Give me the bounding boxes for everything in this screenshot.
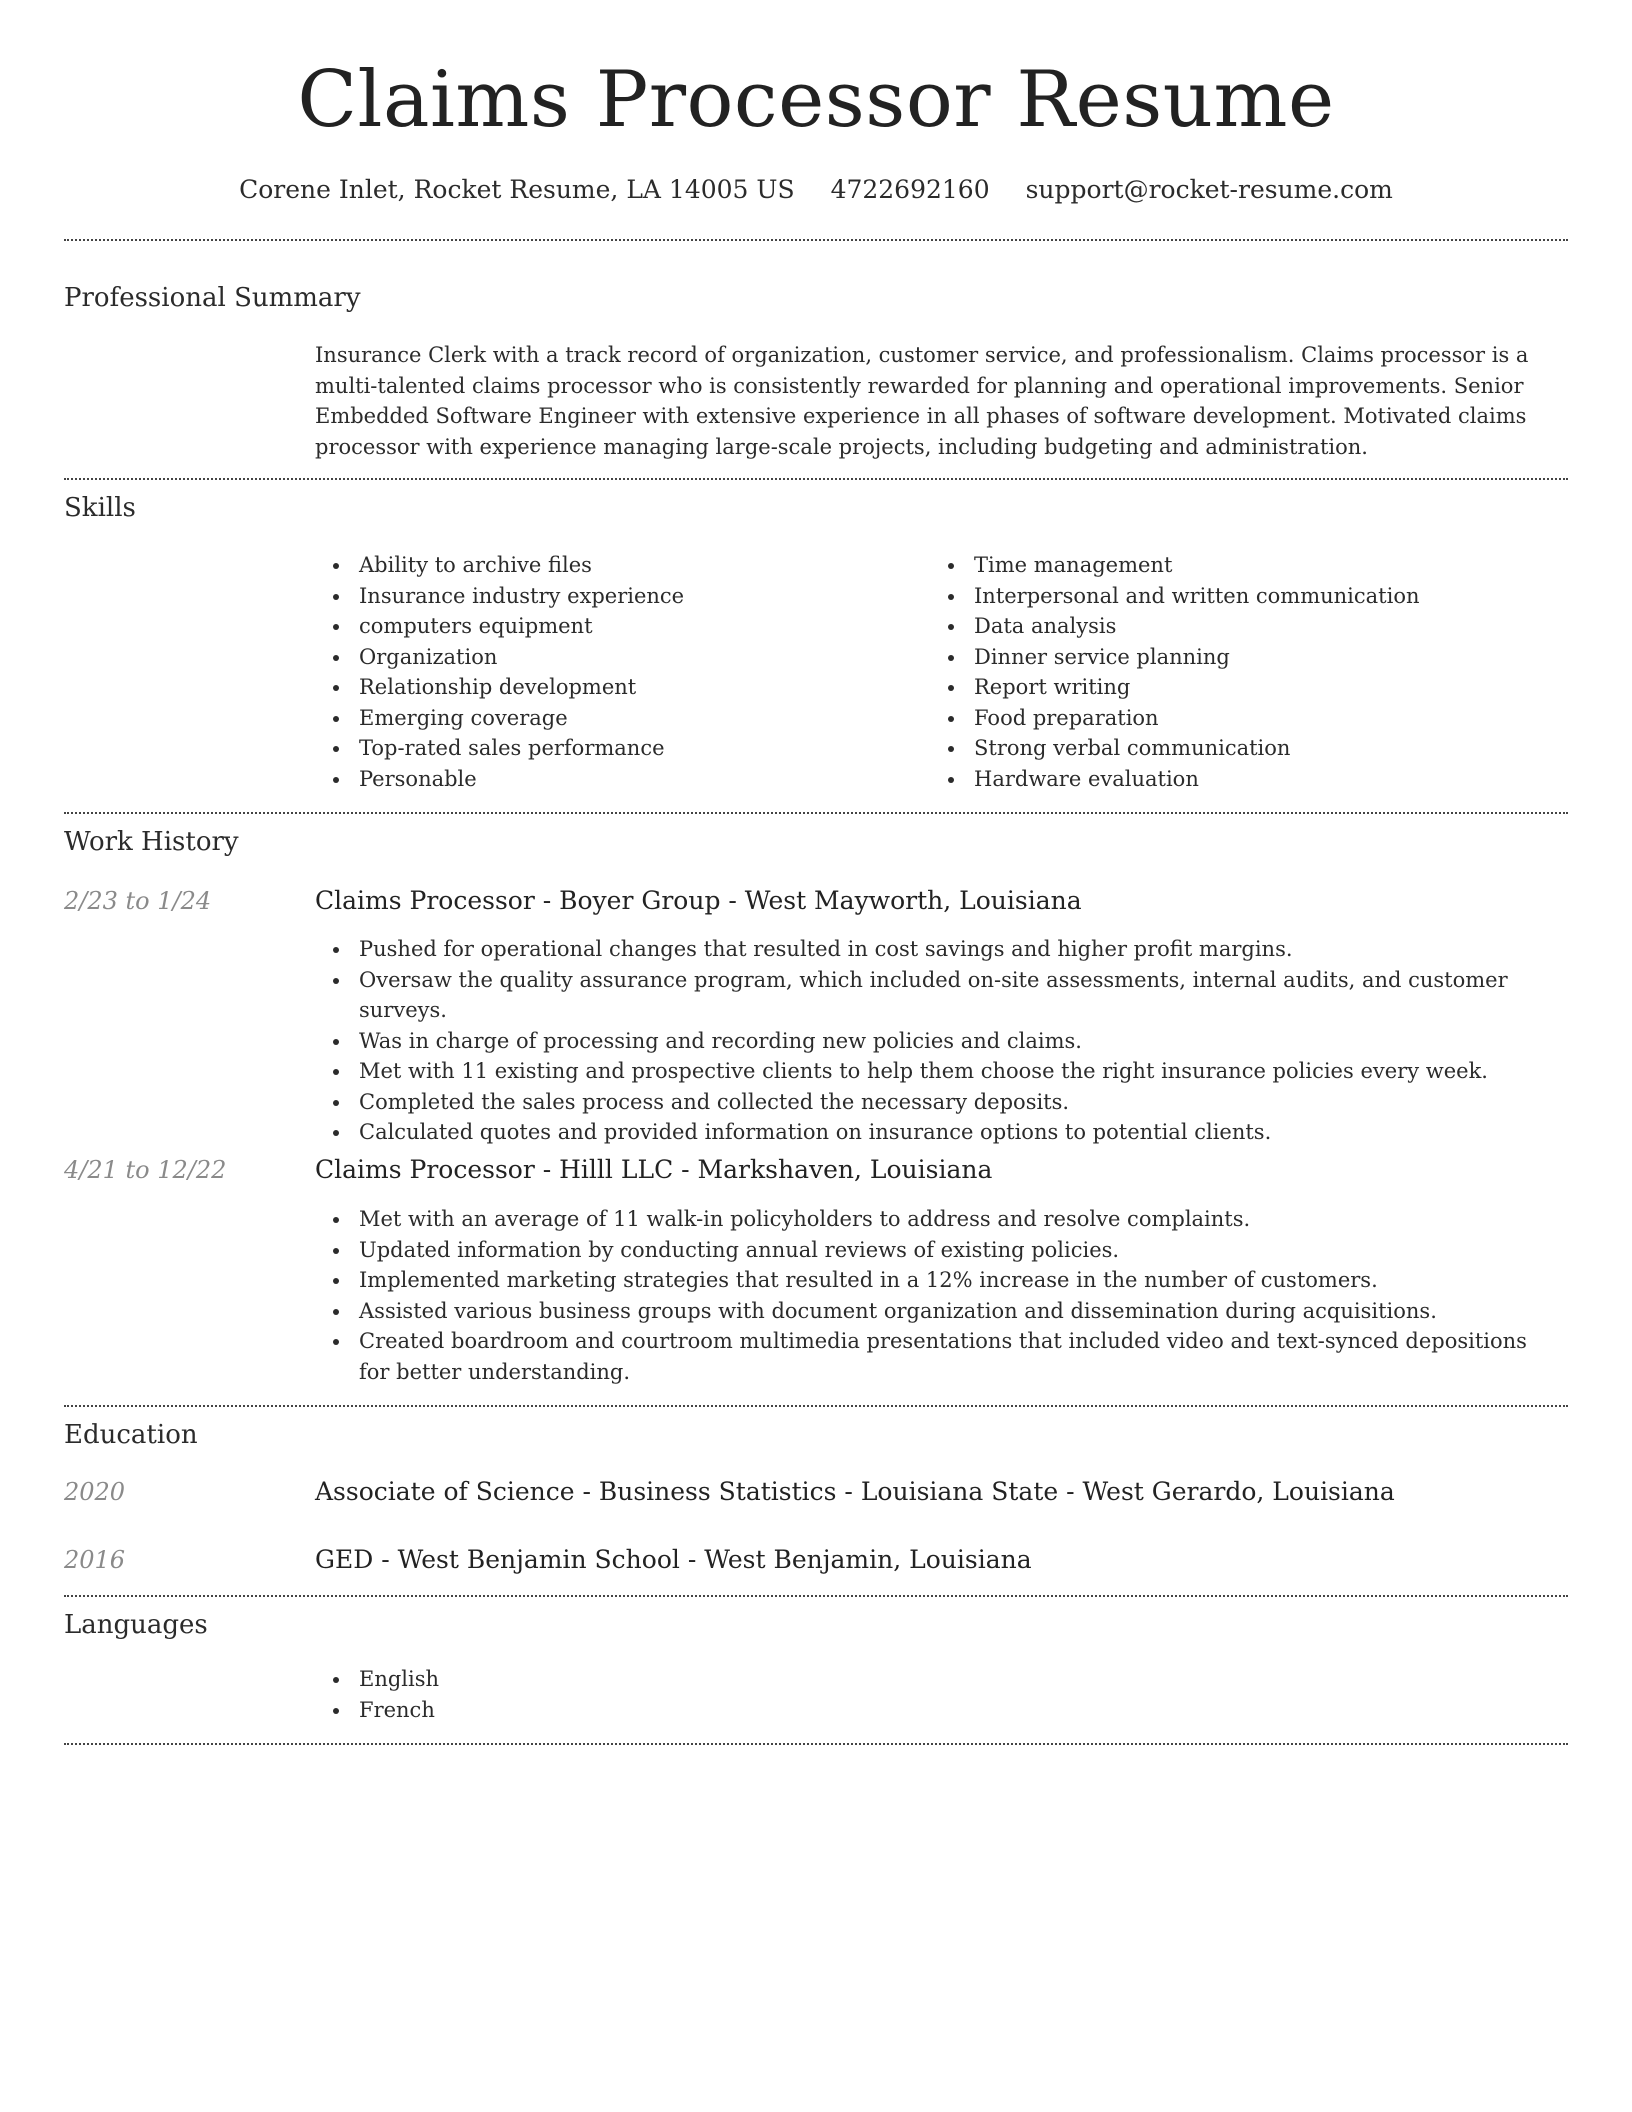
languages-list (315, 1664, 915, 1725)
contact-line (0, 170, 1632, 210)
education-entry: GED - West Benjamin School - West Benjamin, Louisiana (315, 1545, 1032, 1574)
job-bullet: Implemented marketing strategies that resulted in a 12% increase in the number of customers. (315, 1265, 1545, 1296)
skill-item: Insurance industry experience (315, 581, 915, 612)
skill-item: Top-rated sales performance (315, 733, 915, 764)
job-bullet: Assisted various business groups with document organization and dissemination during acquisitions. (315, 1296, 1545, 1327)
job-title: Claims Processor - Boyer Group - West Mayworth, Louisiana (315, 886, 1082, 915)
skill-item: Ability to archive files (315, 550, 915, 581)
resume-title: Claims Processor Resume (297, 55, 1335, 145)
job-bullet: Was in charge of processing and recording new policies and claims. (315, 1026, 1565, 1057)
contact-email: support@rocket-resume.com (1025, 175, 1393, 204)
job-bullet: Calculated quotes and provided information on insurance options to potential clients. (315, 1117, 1565, 1148)
skills-list-right (930, 550, 1550, 794)
education-year: 2020 (64, 1478, 126, 1506)
work-heading: Work History (64, 827, 239, 857)
education-heading: Education (64, 1420, 198, 1450)
section-divider (64, 1743, 1568, 1745)
skill-item: Relationship development (315, 672, 915, 703)
job-dates: 4/21 to 12/22 (64, 1156, 227, 1184)
section-divider (64, 812, 1568, 814)
skill-item: Organization (315, 642, 915, 673)
skill-item: Strong verbal communication (930, 733, 1550, 764)
skill-item: Food preparation (930, 703, 1550, 734)
job-bullet: Created boardroom and courtroom multimedia presentations that included video and text-synced depositions for better understanding. (315, 1326, 1545, 1387)
skill-item: Hardware evaluation (930, 764, 1550, 795)
education-entry: Associate of Science - Business Statistics - Louisiana State - West Gerardo, Louisiana (315, 1477, 1395, 1506)
skill-item: Report writing (930, 672, 1550, 703)
section-divider (64, 478, 1568, 480)
job-dates: 2/23 to 1/24 (64, 887, 212, 915)
job-bullets (315, 1204, 1545, 1387)
skills-heading: Skills (64, 493, 136, 523)
job-bullet: Updated information by conducting annual reviews of existing policies. (315, 1235, 1545, 1266)
contact-phone: 4722692160 (830, 175, 990, 204)
languages-heading: Languages (64, 1610, 208, 1640)
job-bullet: Pushed for operational changes that resulted in cost savings and higher profit margins. (315, 934, 1565, 965)
skill-item: computers equipment (315, 611, 915, 642)
skill-item: Interpersonal and written communication (930, 581, 1550, 612)
skill-item: Time management (930, 550, 1550, 581)
job-bullet: Oversaw the quality assurance program, which included on-site assessments, internal audits, and customer surveys. (315, 965, 1565, 1026)
skill-item: Dinner service planning (930, 642, 1550, 673)
language-item: English (315, 1664, 915, 1695)
job-bullet: Completed the sales process and collected the necessary deposits. (315, 1087, 1565, 1118)
skill-item: Data analysis (930, 611, 1550, 642)
language-item: French (315, 1695, 915, 1726)
skill-item: Personable (315, 764, 915, 795)
job-bullets (315, 934, 1565, 1148)
section-divider (64, 239, 1568, 241)
summary-text: Insurance Clerk with a track record of organization, customer service, and professionalism. Claims processor is a multi-talented claims processor who is consistently rewarded for planning and operational improvements. Senior Embedded Software Engineer with extensive experience in all phases of software development. Motivated claims processor with experience managing large-scale projects, including budgeting and administration. (315, 343, 1529, 459)
contact-address: Corene Inlet, Rocket Resume, LA 14005 US (239, 175, 795, 204)
job-bullet: Met with an average of 11 walk-in policyholders to address and resolve complaints. (315, 1204, 1545, 1235)
section-divider (64, 1595, 1568, 1597)
skills-list-left (315, 550, 915, 794)
education-year: 2016 (64, 1546, 126, 1574)
section-divider (64, 1405, 1568, 1407)
job-title: Claims Processor - Hilll LLC - Markshaven, Louisiana (315, 1155, 993, 1184)
skill-item: Emerging coverage (315, 703, 915, 734)
job-bullet: Met with 11 existing and prospective clients to help them choose the right insurance policies every week. (315, 1056, 1565, 1087)
summary-heading: Professional Summary (64, 283, 361, 313)
